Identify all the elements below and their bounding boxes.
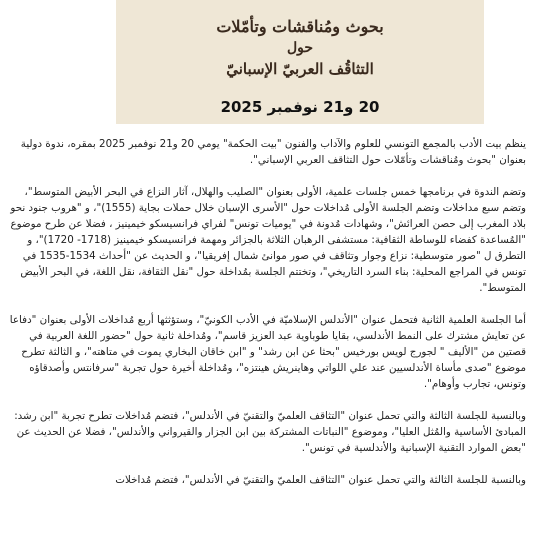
article-paragraph: أما الجلسة العلمية الثانية فتحمل عنوان "الأندلس الإسلاميّة في الأدب الكونيّ"، وستؤثثها أربع مُداخلات الأولى بعنوان "دفاعا عن تعايش مشترك على النمط الأندلسي، بقايا طوباوية عبد العزيز قاسم"، ومُداخلة ثانية حول "حضور اللغة العربية في قصتين من "الأليف " لجورج لويس بورخيس "بحثا عن ابن رشد" و "ابن خاقان البخاري يموت في متاهته"، و الثالثة تطرح موضوع "صدى مأساة الأندلسيين عند علي اللواتي وهاينريش هينتزه"، ومُداخلة أخيرة حول تجربة "سرفانتس وأصدقاؤه وتونس، تجارب وأوهام". [9,314,526,390]
poster-title-line2: حول [286,40,314,56]
article-paragraph: ينظم بيت الأدب بالمجمع التونسي للعلوم والآداب والفنون "بيت الحكمة" يومي 20 و21 نوفمبر 2025 بمقره، ندوة دولية بعنوان "بحوث ومُناقشات وتأمّلات حول التثاقف العربي الإسباني". [20,138,526,166]
poster-title-line1: بحوث ومُناقشات وتأمّلات [216,17,384,36]
article-body [0,136,526,504]
poster-date: 20 و21 نوفمبر 2025 [220,98,380,116]
article-paragraph: وبالنسبة للجلسة الثالثة والتي تحمل عنوان "التثاقف العلميّ والتقنيّ في الأندلس"، فتضم مُداخلات تطرح تجربة "ابن رشد: المبادئ الأساسية والمُثل العليا"، وموضوع "النباتات المشتركة بين ابن الجزار والقيرواني والأندلس"، فضلا عن الحديث عن "بعض الموارد التقنية الإسبانية والأندلسية في تونس". [14,410,526,454]
poster-title-line3: التثاقُف العربيّ الإسبانيّ [226,60,374,78]
event-poster [116,0,484,124]
article-paragraph: وبالنسبة للجلسة الثالثة والتي تحمل عنوان "التثاقف العلميّ والتقنيّ في الأندلس"، فتضم مُداخلات [115,474,526,486]
article-paragraph: وتضم الندوة في برنامجها خمس جلسات علمية، الأولى بعنوان "الصليب والهلال، آثار النزاع في البحر الأبيض المتوسط"، وتضم سبع مداخلات وتضم الجلسة الأولى مُداخلات حول "الأسرى الإسبان خلال حملات بجاية (1555)"، و "هروب جنود نحو بلاد المغرب إلى حصن العرائش"، وشهادات مُدونة في "يوميات تونس" لفراي فرانسيسكو خيمينيز ، فضلا عن طرح موضوع "المُساعدة كفضاء للوساطة الثقافية: مستشفى الرهبان الثلاثة بالجزائر ومهمة فرانسيسكو خيمينيز (1718- 1720)"، و التطرق ل "صور متوسطية: نزاع وجوار وتثاقف في صور موانئ شمال إفريقيا"، و الحديث عن "أحداث 1534-1535 في تونس في المراجع المحلية: بناء السرد التاريخي"، وتختتم الجلسة بمُداخلة حول "نقل الثقافة، نقل اللغة، في البحر الأبيض المتوسط". [10,186,526,294]
